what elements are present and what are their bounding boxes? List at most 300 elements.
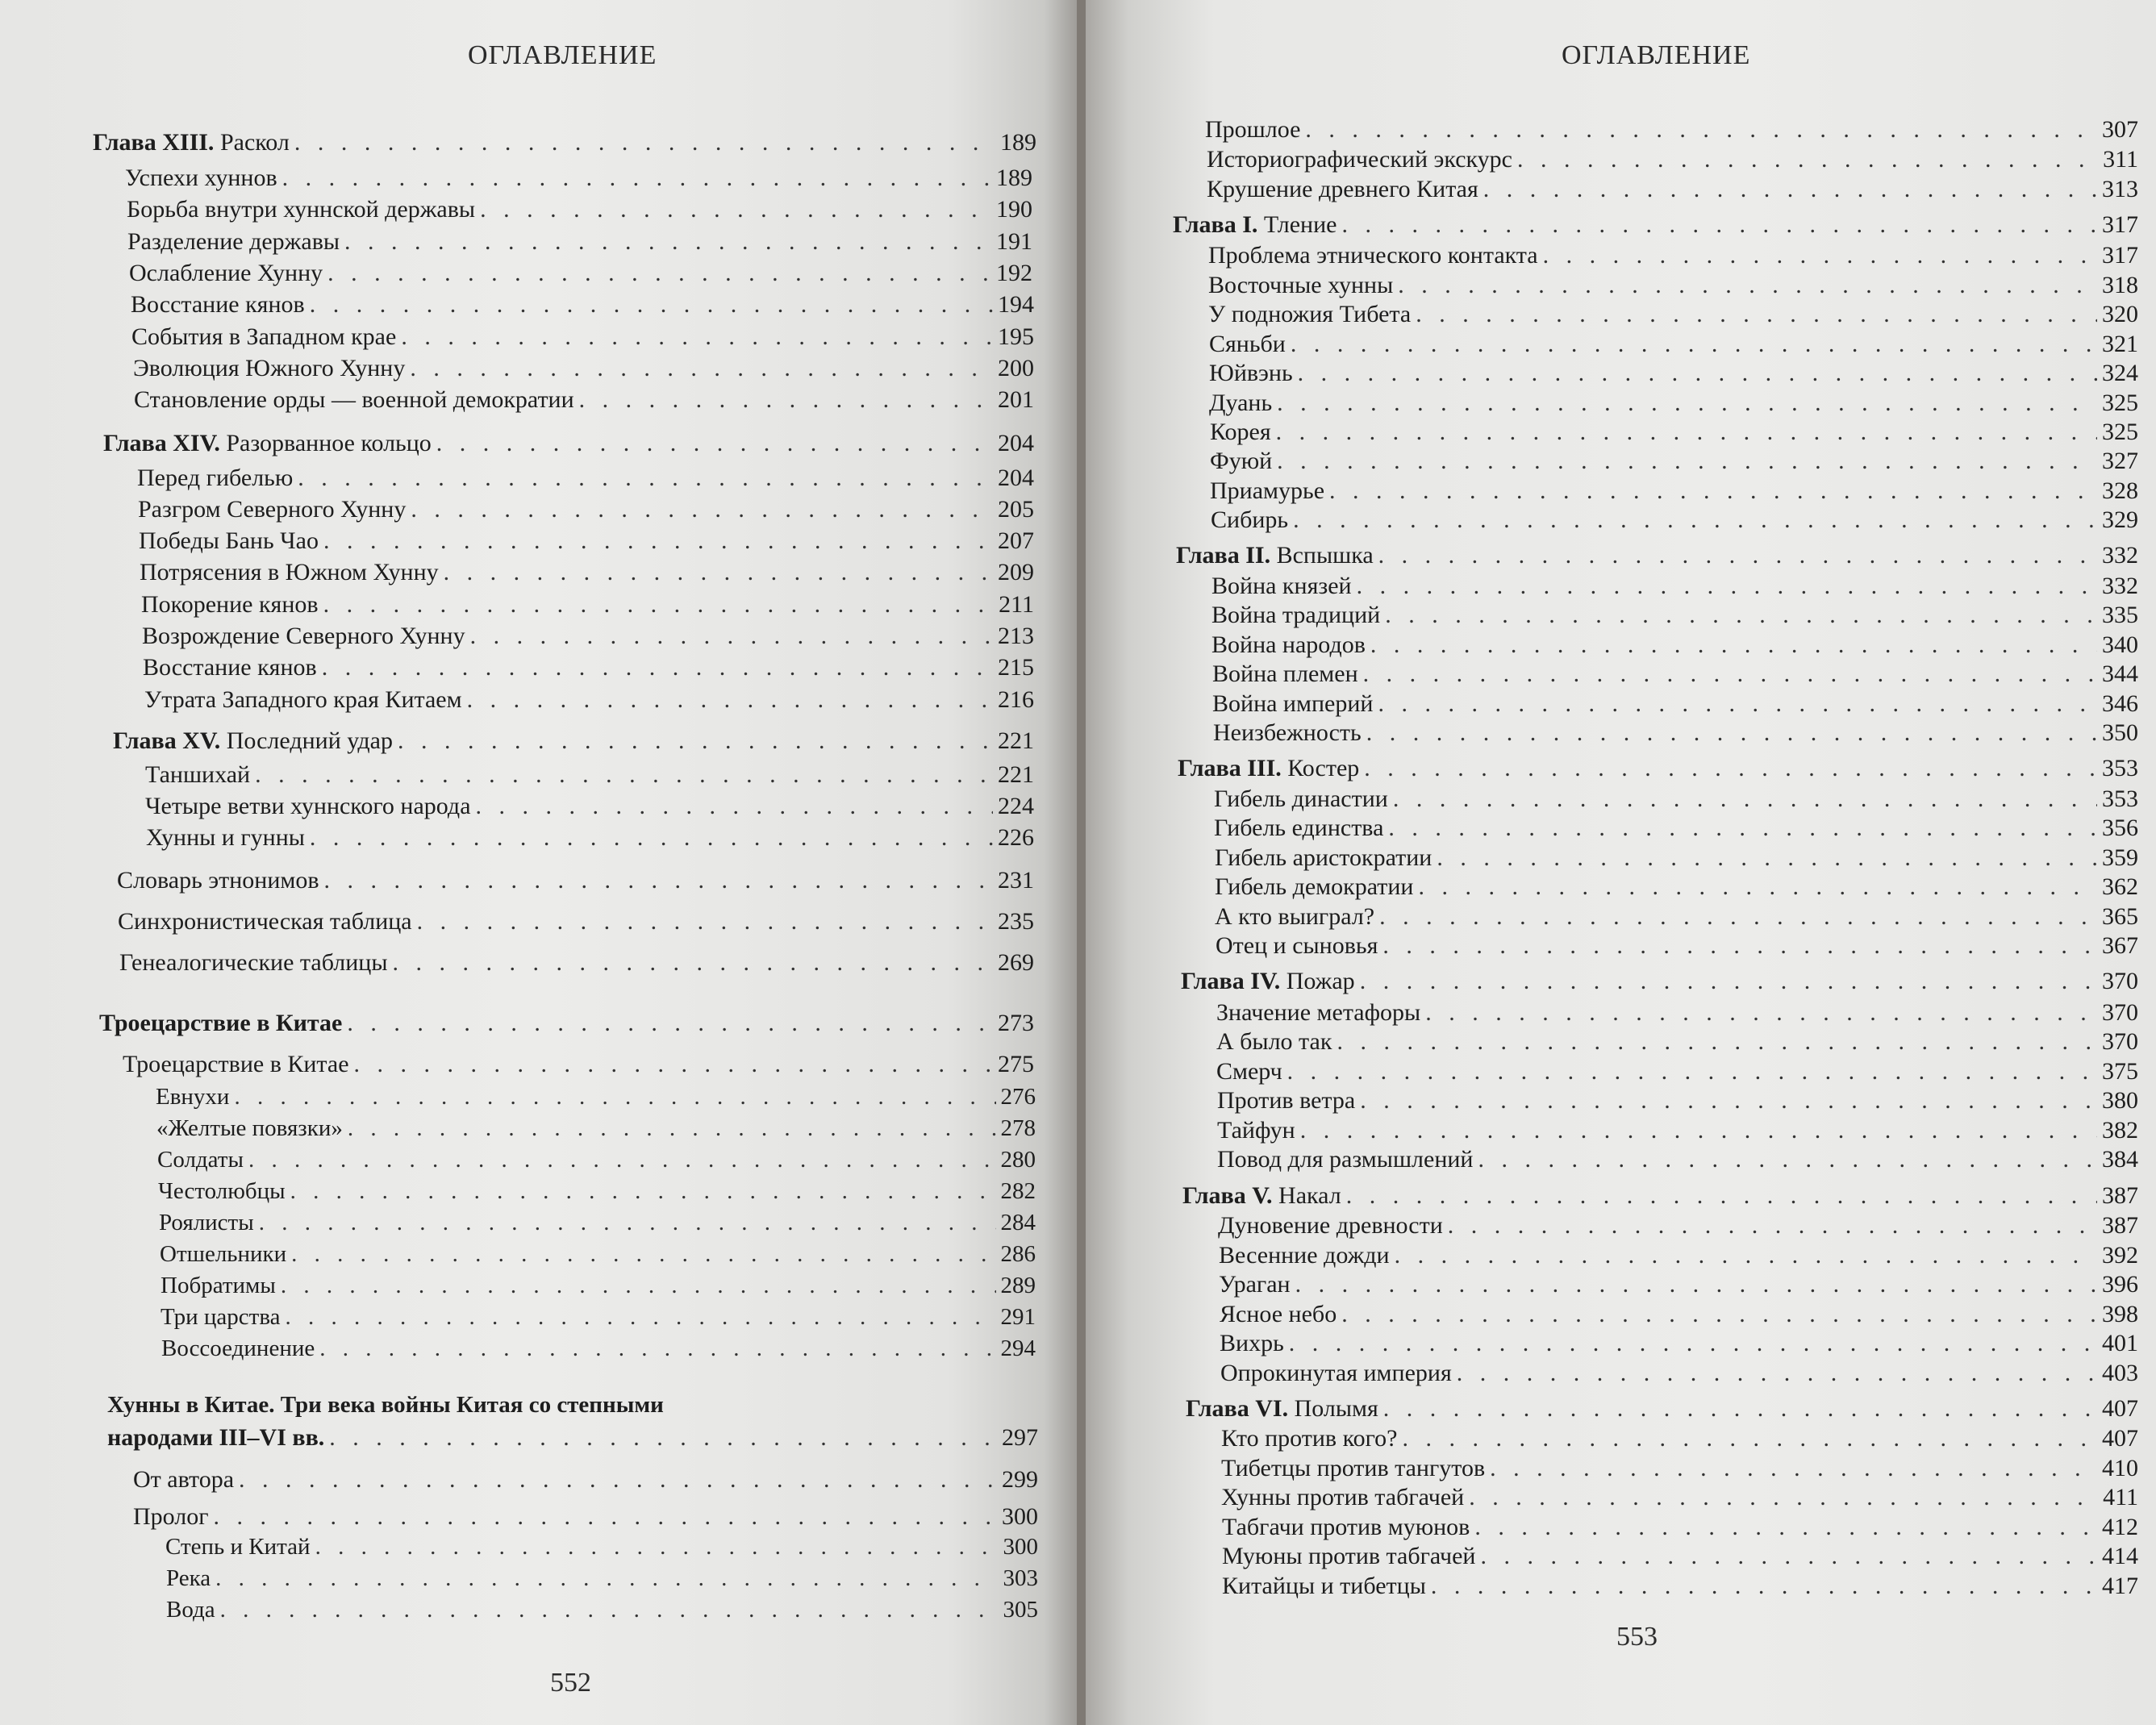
chapter-title: Последний удар	[220, 727, 393, 754]
toc-page-number: 344	[2102, 660, 2138, 687]
toc-entry-title: Война племен	[1212, 660, 1358, 687]
toc-entry-title: Восстание кянов	[143, 654, 317, 681]
chapter-number: Глава IV.	[1181, 968, 1281, 994]
toc-entry-title: Честолюбцы	[158, 1178, 286, 1204]
toc-entry-title: Отшельники	[160, 1241, 287, 1267]
toc-page-number: 192	[996, 260, 1032, 286]
leader-dots	[1276, 419, 2097, 445]
leader-dots	[291, 1242, 995, 1268]
toc-page-number: 387	[2102, 1182, 2138, 1209]
leader-dots	[1341, 211, 2097, 238]
leader-dots	[347, 1010, 993, 1036]
toc-entry	[99, 1010, 1034, 1036]
leader-dots	[1360, 1087, 2097, 1114]
leader-dots	[239, 1466, 997, 1493]
leader-dots	[323, 591, 995, 618]
toc-entry-title: Юйвэнь	[1209, 360, 1293, 386]
toc-entry-title	[93, 129, 294, 156]
leader-dots	[1300, 1117, 2097, 1144]
chapter-title: Полымя	[1288, 1395, 1378, 1422]
leader-dots	[1346, 1182, 2097, 1209]
toc-page-number: 300	[1002, 1503, 1038, 1530]
toc-entry	[129, 260, 1032, 286]
toc-page-number: 365	[2102, 903, 2138, 930]
toc-page-number: 305	[1003, 1597, 1038, 1623]
toc-entry-title	[103, 430, 436, 456]
toc-page-number: 346	[2102, 690, 2138, 717]
toc-entry-title: Евнухи	[156, 1084, 230, 1110]
toc-entry	[1216, 1028, 2138, 1055]
leader-dots	[1490, 1455, 2097, 1481]
toc-entry	[1220, 1301, 2138, 1327]
toc-entry	[133, 1503, 1038, 1530]
leader-dots	[1431, 1573, 2097, 1599]
toc-entry-title: Приамурье	[1210, 477, 1325, 504]
toc-entry	[1222, 1573, 2138, 1599]
toc-entry	[1212, 690, 2138, 717]
leader-dots	[324, 867, 993, 894]
toc-entry	[143, 654, 1034, 681]
toc-page-number: 204	[998, 430, 1034, 456]
toc-entry-title: Гибель единства	[1214, 815, 1384, 841]
toc-chapter-entry	[1178, 755, 2138, 781]
toc-entry	[156, 1116, 1036, 1142]
toc-entry	[141, 591, 1034, 618]
toc-entry-title: Покорение кянов	[141, 591, 319, 618]
toc-entry	[1213, 719, 2138, 746]
leader-dots	[1329, 477, 2097, 504]
toc-entry	[1215, 873, 2138, 900]
leader-dots	[344, 228, 991, 255]
toc-page-number: 284	[1000, 1210, 1036, 1235]
leader-dots	[1517, 146, 2098, 173]
toc-entry	[137, 465, 1034, 491]
leader-dots	[1277, 448, 2097, 474]
toc-entry	[142, 623, 1034, 649]
leader-dots	[1295, 1271, 2097, 1298]
leader-dots	[1480, 1543, 2097, 1569]
toc-entry-title: Война народов	[1211, 631, 1366, 658]
toc-entry-title: Утрата Западного края Китаем	[144, 686, 462, 713]
leader-dots	[1277, 390, 2097, 416]
chapter-title: Раскол	[214, 129, 290, 156]
leader-dots	[1289, 1330, 2097, 1356]
toc-entry-title: Корея	[1210, 419, 1271, 445]
toc-page-number: 380	[2102, 1087, 2138, 1114]
toc-entry-title: Хунны против табгачей	[1221, 1484, 1465, 1510]
leader-dots	[315, 1535, 999, 1560]
toc-entry	[117, 867, 1034, 894]
leader-dots	[436, 430, 993, 456]
toc-page-number: 213	[998, 623, 1034, 649]
toc-entry	[161, 1305, 1036, 1331]
leader-dots	[354, 1051, 993, 1077]
toc-page-number: 324	[2102, 360, 2138, 386]
toc-entry-title: Крушение древнего Китая	[1207, 176, 1478, 202]
chapter-number: Глава I.	[1173, 211, 1258, 238]
toc-entry-title: Ясное небо	[1220, 1301, 1337, 1327]
toc-entry	[161, 1336, 1036, 1362]
leader-dots	[281, 1273, 996, 1299]
toc-page-number: 353	[2102, 755, 2138, 781]
toc-page-number: 327	[2102, 448, 2138, 474]
toc-chapter-entry	[93, 129, 1036, 156]
toc-entry-title: События в Западном крае	[131, 323, 397, 350]
toc-entry	[140, 559, 1034, 585]
leader-dots	[1378, 690, 2097, 717]
toc-page-number: 329	[2102, 506, 2138, 533]
leader-dots	[1474, 1514, 2097, 1540]
toc-entry	[160, 1242, 1036, 1268]
toc-entry	[165, 1535, 1038, 1560]
toc-entry-title: Война империй	[1212, 690, 1374, 717]
toc-page-number: 221	[998, 761, 1034, 788]
toc-entry	[1210, 448, 2138, 474]
toc-page-number: 318	[2102, 272, 2138, 298]
running-head: ОГЛАВЛЕНИЕ	[1562, 40, 1751, 70]
leader-dots	[327, 260, 991, 286]
toc-page-number: 190	[996, 196, 1032, 223]
toc-entry	[145, 761, 1034, 788]
leader-dots	[579, 386, 993, 413]
chapter-title: Тление	[1257, 211, 1337, 238]
toc-entry	[166, 1598, 1038, 1623]
toc-entry-title: «Желтые повязки»	[156, 1115, 343, 1141]
leader-dots	[444, 559, 993, 585]
toc-page-number: 231	[998, 867, 1034, 894]
leader-dots	[1425, 999, 2097, 1026]
toc-page-number: 417	[2102, 1573, 2138, 1599]
toc-entry	[1211, 573, 2138, 599]
toc-entry-title: Пролог	[133, 1503, 209, 1530]
toc-entry-title: Перед гибелью	[137, 465, 294, 491]
leader-dots	[401, 323, 993, 350]
leader-dots	[322, 654, 993, 681]
toc-entry	[1208, 272, 2138, 298]
toc-page-number: 226	[998, 824, 1034, 851]
toc-page-number: 370	[2102, 1028, 2138, 1055]
right-page	[1086, 0, 2156, 1725]
toc-page-number: 328	[2102, 477, 2138, 504]
toc-entry-title: Отец и сыновья	[1216, 932, 1378, 959]
toc-entry-title: Победы Бань Чао	[139, 527, 319, 554]
toc-page-number: 412	[2102, 1514, 2138, 1540]
toc-entry-title: Возрождение Северного Хунну	[142, 623, 465, 649]
toc-entry	[1217, 1087, 2138, 1114]
toc-entry-title: Тайфун	[1217, 1117, 1295, 1144]
toc-page-number: 384	[2102, 1146, 2138, 1173]
leader-dots	[214, 1503, 997, 1530]
toc-page-number: 401	[2102, 1330, 2138, 1356]
toc-page-number: 375	[2102, 1058, 2138, 1085]
toc-entry-title: Прошлое	[1205, 116, 1301, 143]
leader-dots	[1360, 968, 2097, 994]
leader-dots	[410, 355, 993, 381]
toc-page-number: 407	[2102, 1425, 2138, 1452]
toc-page-number: 209	[998, 559, 1034, 585]
toc-page-number: 195	[998, 323, 1034, 350]
toc-entry	[131, 323, 1034, 350]
toc-entry	[1210, 419, 2138, 445]
toc-entry-title: Генеалогические таблицы	[119, 949, 388, 976]
toc-entry-title	[1176, 542, 1378, 569]
leader-dots	[1398, 272, 2097, 298]
toc-page-number: 325	[2102, 390, 2138, 416]
leader-dots	[1403, 1425, 2098, 1452]
toc-page-number: 207	[998, 527, 1034, 554]
toc-page-number: 216	[998, 686, 1034, 713]
toc-entry-title	[1182, 1182, 1346, 1209]
toc-page-number: 235	[998, 908, 1034, 935]
toc-entry	[133, 355, 1034, 381]
toc-entry-title: Воссоединение	[161, 1335, 315, 1361]
toc-page-number: 392	[2102, 1242, 2138, 1269]
leader-dots	[1469, 1484, 2098, 1510]
toc-entry	[1209, 360, 2138, 386]
toc-entry-title: Дуань	[1209, 390, 1273, 416]
toc-page-number: 286	[1000, 1241, 1036, 1267]
toc-page-number: 313	[2102, 176, 2138, 202]
chapter-title: Вспышка	[1270, 542, 1374, 569]
toc-entry-title: Тибетцы против тангутов	[1221, 1455, 1486, 1481]
leader-dots	[1395, 1242, 2097, 1269]
toc-chapter-entry	[1181, 968, 2138, 994]
toc-entry-title: От автора	[133, 1466, 235, 1493]
leader-dots	[1363, 660, 2097, 687]
toc-page-number: 340	[2102, 631, 2138, 658]
toc-page-number: 320	[2102, 301, 2138, 327]
toc-entry	[1221, 1484, 2138, 1510]
leader-dots	[1448, 1212, 2097, 1239]
toc-page-number: 407	[2102, 1395, 2138, 1422]
toc-page-number: 201	[998, 386, 1034, 413]
toc-entry	[157, 1148, 1036, 1173]
toc-page-number: 414	[2102, 1543, 2138, 1569]
toc-entry	[161, 1273, 1036, 1299]
toc-entry-title: Роялисты	[159, 1210, 254, 1235]
toc-page-number: 362	[2102, 873, 2138, 900]
toc-entry	[1210, 477, 2138, 504]
leader-dots	[255, 761, 993, 788]
toc-right	[1086, 0, 2156, 1725]
toc-entry-title: Повод для размышлений	[1217, 1146, 1474, 1173]
toc-page-number: 370	[2102, 999, 2138, 1026]
toc-page-number: 204	[998, 465, 1034, 491]
toc-entry-title: Война традиций	[1211, 602, 1381, 628]
toc-entry	[1220, 1330, 2138, 1356]
toc-entry	[158, 1179, 1036, 1205]
leader-dots	[298, 465, 993, 491]
toc-page-number: 356	[2102, 815, 2138, 841]
toc-page-number: 269	[998, 949, 1034, 976]
toc-entry	[1211, 506, 2138, 533]
leader-dots	[310, 824, 993, 851]
chapter-title: Костер	[1281, 755, 1360, 781]
toc-entry-title: Успехи хуннов	[125, 165, 277, 191]
toc-entry-title: Синхронистическая таблица	[118, 908, 412, 935]
toc-entry	[166, 1566, 1038, 1592]
toc-entry-title: Гибель аристократии	[1215, 844, 1432, 871]
toc-page-number: 350	[2102, 719, 2138, 746]
toc-entry-title: Степь и Китай	[165, 1534, 311, 1560]
toc-entry-title: Борьба внутри хуннской державы	[127, 196, 476, 223]
toc-page-number: 205	[998, 496, 1034, 523]
leader-dots	[1437, 844, 2097, 871]
toc-entry-title: Хунны и гунны	[146, 824, 305, 851]
toc-page-number: 387	[2102, 1212, 2138, 1239]
toc-entry-title: Вода	[166, 1597, 215, 1623]
toc-page-number: 317	[2102, 211, 2138, 238]
toc-entry-title	[1173, 211, 1341, 238]
toc-page-number: 332	[2102, 542, 2138, 569]
toc-entry	[1212, 660, 2138, 687]
toc-entry-title: Табгачи против муюнов	[1222, 1514, 1470, 1540]
toc-page-number: 396	[2102, 1271, 2138, 1298]
toc-entry	[1215, 844, 2138, 871]
leader-dots	[1378, 542, 2097, 569]
toc-entry	[119, 949, 1034, 976]
toc-entry	[107, 1424, 1038, 1451]
toc-page-number: 278	[1000, 1115, 1036, 1141]
leader-dots	[348, 1116, 996, 1142]
leader-dots	[1357, 573, 2097, 599]
toc-entry	[125, 165, 1032, 191]
leader-dots	[417, 908, 993, 935]
leader-dots	[1419, 873, 2098, 900]
toc-page-number: 403	[2102, 1360, 2138, 1386]
toc-entry	[1214, 785, 2138, 812]
toc-entry	[1209, 331, 2138, 357]
leader-dots	[467, 686, 993, 713]
toc-entry	[1207, 146, 2138, 173]
toc-entry-title: Солдаты	[157, 1147, 244, 1173]
toc-page-number: 382	[2102, 1117, 2138, 1144]
chapter-number: Глава II.	[1176, 542, 1271, 569]
toc-page-number: 294	[1000, 1335, 1036, 1361]
toc-page-number: 215	[998, 654, 1034, 681]
toc-page-number: 273	[998, 1010, 1034, 1036]
leader-dots	[411, 496, 993, 523]
leader-dots	[1341, 1301, 2097, 1327]
toc-entry-title	[1178, 755, 1364, 781]
leader-dots	[329, 1424, 997, 1451]
toc-entry-title: Кто против кого?	[1221, 1425, 1398, 1452]
toc-chapter-entry	[103, 430, 1034, 456]
toc-entry-title: Война князей	[1211, 573, 1352, 599]
toc-entry-title: Троецарствие в Китае	[99, 1010, 343, 1036]
toc-entry-title: Эволюция Южного Хунну	[133, 355, 406, 381]
toc-entry	[139, 527, 1034, 554]
toc-page-number: 275	[998, 1051, 1034, 1077]
leader-dots	[1337, 1028, 2097, 1055]
leader-dots	[282, 165, 991, 191]
toc-entry-title: Побратимы	[161, 1273, 276, 1298]
toc-chapter-entry	[1173, 211, 2138, 238]
toc-entry	[146, 824, 1034, 851]
leader-dots	[319, 1336, 995, 1362]
toc-page-number: 276	[1000, 1084, 1036, 1110]
toc-page-number: 289	[1000, 1273, 1036, 1298]
toc-entry-title	[1186, 1395, 1383, 1422]
leader-dots	[1382, 932, 2097, 959]
leader-dots	[1385, 602, 2097, 628]
toc-entry-title: А было так	[1216, 1028, 1332, 1055]
leader-dots	[294, 129, 995, 156]
chapter-number: Глава XV.	[113, 727, 221, 754]
toc-entry	[1218, 1212, 2138, 1239]
toc-entry-title: Вихрь	[1220, 1330, 1284, 1356]
leader-dots	[392, 949, 993, 976]
leader-dots	[476, 793, 993, 819]
toc-entry	[127, 228, 1032, 255]
toc-entry-title: Против ветра	[1217, 1087, 1356, 1114]
toc-entry	[1221, 1455, 2138, 1481]
toc-entry	[1211, 602, 2138, 628]
toc-page-number: 321	[2102, 331, 2138, 357]
toc-page-number: 280	[1000, 1147, 1036, 1173]
toc-entry-title: Гибель династии	[1214, 785, 1388, 812]
chapter-title: Пожар	[1280, 968, 1355, 994]
toc-page-number: 335	[2102, 602, 2138, 628]
leader-dots	[220, 1598, 999, 1623]
toc-entry-title: Сяньби	[1209, 331, 1286, 357]
toc-chapter-entry	[1182, 1182, 2138, 1209]
leader-dots	[1370, 631, 2097, 658]
leader-dots	[1379, 903, 2097, 930]
toc-entry-title: Фуюй	[1210, 448, 1273, 474]
toc-page-number: 291	[1000, 1304, 1036, 1330]
leader-dots	[1383, 1395, 2097, 1422]
toc-entry	[138, 496, 1034, 523]
leader-dots	[1366, 719, 2097, 746]
toc-entry-title: Ураган	[1219, 1271, 1291, 1298]
leader-dots	[1457, 1360, 2097, 1386]
toc-entry	[1205, 116, 2138, 143]
toc-entry-title: Гибель демократии	[1215, 873, 1414, 900]
toc-page-number: 411	[2103, 1484, 2138, 1510]
toc-entry	[1216, 999, 2138, 1026]
page-number: 553	[1616, 1622, 1658, 1652]
leader-dots	[480, 196, 991, 223]
toc-page-number: 299	[1002, 1466, 1038, 1493]
chapter-number: Глава XIII.	[93, 129, 215, 156]
toc-entry	[127, 196, 1032, 223]
leader-dots	[248, 1148, 996, 1173]
toc-page-number: 297	[1002, 1424, 1038, 1451]
toc-entry-title: Сибирь	[1211, 506, 1289, 533]
toc-page-number: 359	[2102, 844, 2138, 871]
toc-entry-title-line1: Хунны в Китае. Три века войны Китая со степными	[107, 1392, 664, 1418]
leader-dots	[1298, 360, 2097, 386]
toc-page-number: 303	[1003, 1565, 1038, 1591]
toc-entry	[1222, 1543, 2138, 1569]
leader-dots	[1291, 331, 2097, 357]
leader-dots	[234, 1085, 995, 1110]
toc-entry-title: Разделение державы	[127, 228, 340, 255]
page-number: 552	[550, 1668, 591, 1698]
toc-entry	[123, 1051, 1034, 1077]
toc-entry-title: Проблема этнического контакта	[1208, 242, 1538, 269]
toc-entry	[1220, 1360, 2138, 1386]
leader-dots	[1388, 815, 2097, 841]
toc-entry-title: Восточные хунны	[1208, 272, 1394, 298]
leader-dots	[470, 623, 993, 649]
toc-entry-title: Три царства	[161, 1304, 281, 1330]
toc-entry-title: Таншихай	[145, 761, 251, 788]
toc-page-number: 189	[996, 165, 1032, 191]
toc-page-number: 311	[2103, 146, 2138, 173]
toc-chapter-entry	[1176, 542, 2138, 569]
